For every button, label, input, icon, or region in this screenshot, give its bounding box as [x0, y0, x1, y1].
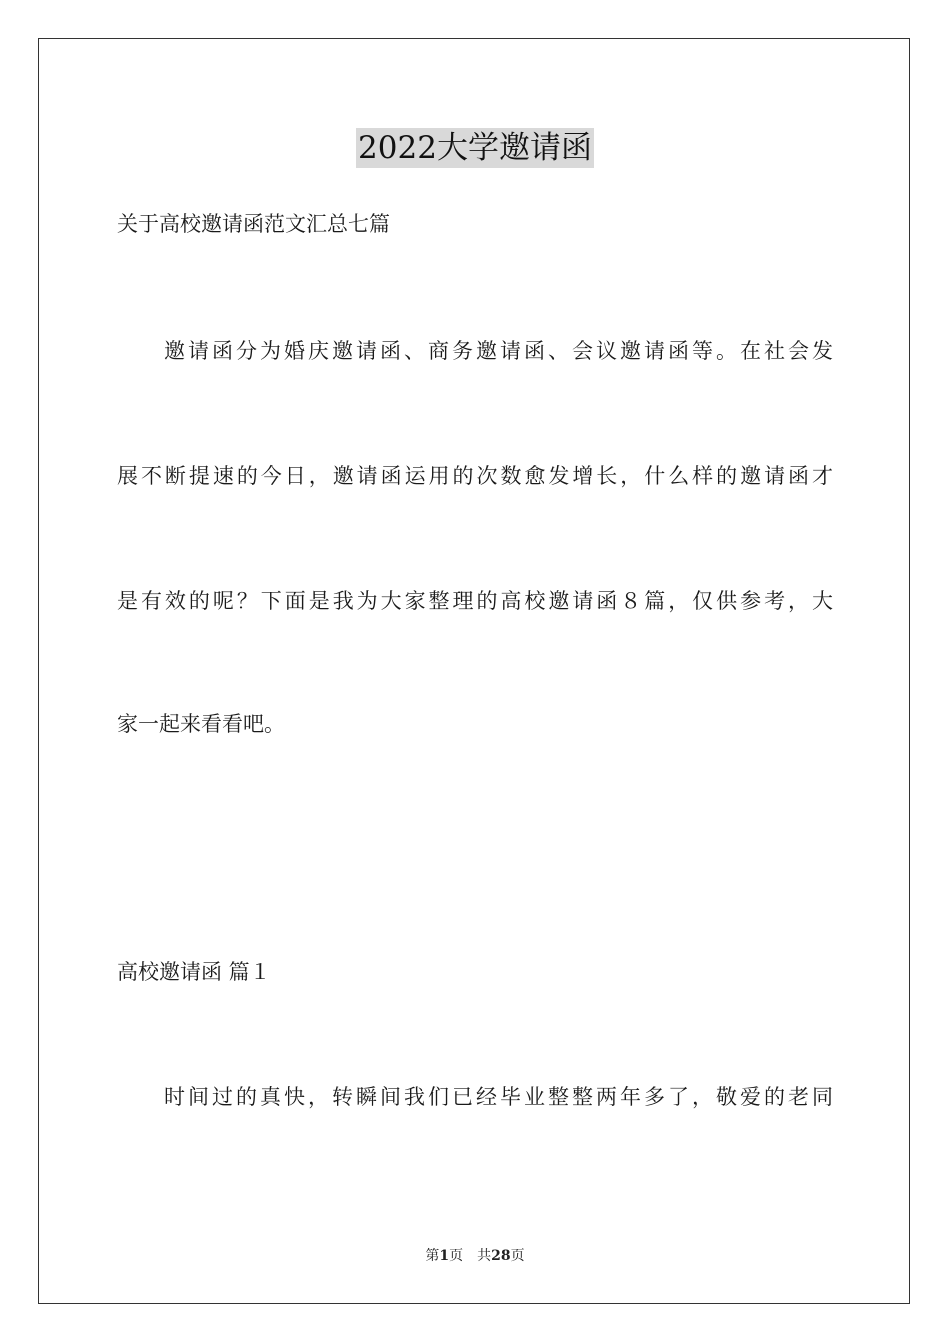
- paragraph-line: 家一起来看看吧。: [117, 712, 285, 736]
- footer-total-pages: 28: [491, 1248, 511, 1264]
- page-footer: [0, 1246, 950, 1266]
- footer-page-number: 1: [439, 1248, 450, 1264]
- document-subtitle: 关于高校邀请函范文汇总七篇: [117, 212, 390, 236]
- section-heading: 高校邀请函 篇１: [117, 960, 271, 984]
- footer-page-prefix: 第: [425, 1248, 440, 1264]
- document-title: 2022大学邀请函: [358, 130, 592, 166]
- document-title-container: [0, 128, 950, 168]
- footer-total-prefix: 共: [477, 1248, 492, 1264]
- footer-page-suffix: 页: [449, 1248, 464, 1264]
- paragraph-line: 邀请函分为婚庆邀请函、商务邀请函、会议邀请函等。在社会发: [164, 339, 833, 363]
- footer-total-suffix: 页: [510, 1248, 525, 1264]
- paragraph-line: 时间过的真快，转瞬间我们已经毕业整整两年多了，敬爱的老同: [164, 1085, 833, 1109]
- paragraph-line: 是有效的呢？下面是我为大家整理的高校邀请函８篇，仅供参考，大: [117, 589, 833, 613]
- paragraph-line: 展不断提速的今日，邀请函运用的次数愈发增长，什么样的邀请函才: [117, 464, 833, 488]
